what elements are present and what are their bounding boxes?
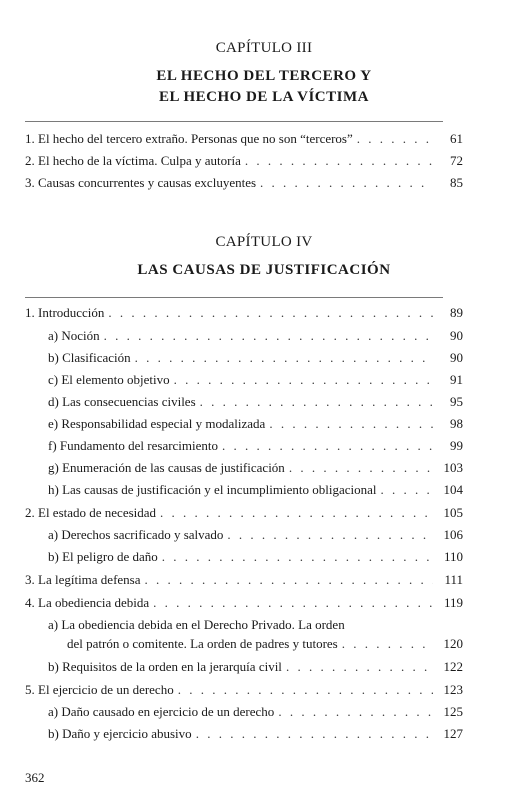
toc-entry-text-line-1: a) La obediencia debida en el Derecho Privado. La orden <box>48 617 345 632</box>
dot-leader <box>342 634 433 653</box>
toc-subentry[interactable] <box>48 436 463 456</box>
toc-subentry[interactable] <box>48 724 463 744</box>
toc-page-number: 123 <box>443 682 463 697</box>
dot-leader <box>178 680 433 700</box>
toc-entry-text: a) Noción <box>48 328 100 343</box>
toc-subentry[interactable] <box>48 657 463 677</box>
dot-leader <box>286 657 433 677</box>
toc-entry[interactable] <box>25 593 463 613</box>
chapter-3-title-line-1: EL HECHO DEL TERCERO Y <box>156 68 372 84</box>
dot-leader <box>196 724 433 744</box>
toc-subentry[interactable] <box>48 370 463 390</box>
toc-page-number: 89 <box>450 305 463 320</box>
toc-entry-text: b) El peligro de daño <box>48 549 158 564</box>
dot-leader <box>381 480 433 500</box>
chapter-4-rule <box>25 297 443 298</box>
toc-page-number: 110 <box>443 549 463 564</box>
dot-leader <box>357 129 433 149</box>
toc-entry[interactable] <box>25 503 463 523</box>
dot-leader <box>269 414 433 434</box>
toc-page-number: 90 <box>450 350 463 365</box>
toc-subentry[interactable] <box>48 392 463 412</box>
toc-entry-text: 1. El hecho del tercero extraño. Personas que no son “terceros” <box>25 131 353 146</box>
toc-subentry[interactable] <box>48 326 463 346</box>
page-number: 362 <box>25 770 45 785</box>
toc-page-number: 98 <box>450 416 463 431</box>
toc-subentry[interactable] <box>48 547 463 567</box>
toc-page-number: 91 <box>450 372 463 387</box>
toc-page-number: 103 <box>443 460 463 475</box>
toc-entry-text: b) Daño y ejercicio abusivo <box>48 726 192 741</box>
toc-entry-text: 2. El hecho de la víctima. Culpa y autoría <box>25 153 241 168</box>
toc-page-number: 104 <box>443 482 463 497</box>
toc-page-number: 127 <box>443 726 463 741</box>
dot-leader <box>135 348 433 368</box>
dot-leader <box>160 503 433 523</box>
dot-leader <box>222 436 433 456</box>
toc-page-number: 119 <box>443 595 463 610</box>
toc-entry[interactable] <box>25 570 463 590</box>
chapter-3-title-line-2: EL HECHO DE LA VÍCTIMA <box>159 89 369 105</box>
toc-entry-text: g) Enumeración de las causas de justificación <box>48 460 285 475</box>
toc-subentry[interactable] <box>48 414 463 434</box>
toc-page-number: 122 <box>443 659 463 674</box>
dot-leader <box>174 370 433 390</box>
chapter-3-rule <box>25 121 443 122</box>
toc-page-number: 120 <box>443 636 463 651</box>
toc-page-number: 90 <box>450 328 463 343</box>
toc-page-number: 99 <box>450 438 463 453</box>
dot-leader <box>104 326 433 346</box>
dot-leader <box>245 151 433 171</box>
toc-entry-text-line-2: del patrón o comitente. La orden de padres y tutores <box>67 636 338 651</box>
toc-subentry-multiline[interactable] <box>48 615 463 653</box>
toc-entry-text: e) Responsabilidad especial y modalizada <box>48 416 266 431</box>
toc-entry-text: f) Fundamento del resarcimiento <box>48 438 219 453</box>
toc-entry-text: 5. El ejercicio de un derecho <box>25 682 174 697</box>
dot-leader <box>162 547 433 567</box>
toc-entry-text: 2. El estado de necesidad <box>25 505 157 520</box>
chapter-4-title-line-1: LAS CAUSAS DE JUSTIFICACIÓN <box>137 262 391 278</box>
toc-entry[interactable] <box>25 173 463 193</box>
toc-entry-text: a) Daño causado en ejercicio de un derecho <box>48 704 275 719</box>
dot-leader <box>278 702 433 722</box>
chapter-3-title <box>0 66 528 108</box>
dot-leader <box>227 525 433 545</box>
toc-entry-text: 4. La obediencia debida <box>25 595 150 610</box>
dot-leader <box>200 392 433 412</box>
toc-entry-text: d) Las consecuencias civiles <box>48 394 196 409</box>
toc-subentry[interactable] <box>48 348 463 368</box>
toc-page-number: 111 <box>444 572 463 587</box>
toc-entry-text: c) El elemento objetivo <box>48 372 170 387</box>
toc-entry[interactable] <box>25 129 463 149</box>
toc-entry-text: 1. Introducción <box>25 305 105 320</box>
toc-page-number: 61 <box>450 131 463 146</box>
chapter-4-title <box>0 260 528 281</box>
toc-subentry[interactable] <box>48 458 463 478</box>
dot-leader <box>260 173 433 193</box>
dot-leader <box>145 570 433 590</box>
toc-entry[interactable] <box>25 680 463 700</box>
toc-page-number: 125 <box>443 704 463 719</box>
toc-entry-text: 3. Causas concurrentes y causas excluyentes <box>25 175 257 190</box>
toc-entry-text: h) Las causas de justificación y el incumplimiento obligacional <box>48 482 377 497</box>
dot-leader <box>108 303 433 323</box>
toc-entry-text: b) Clasificación <box>48 350 131 365</box>
toc-subentry[interactable] <box>48 702 463 722</box>
toc-entry[interactable] <box>25 303 463 323</box>
toc-page-number: 106 <box>443 527 463 542</box>
toc-subentry[interactable] <box>48 480 463 500</box>
chapter-4-label: CAPÍTULO IV <box>215 234 313 250</box>
toc-page-number: 95 <box>450 394 463 409</box>
toc-entry-text: b) Requisitos de la orden en la jerarquía civil <box>48 659 282 674</box>
chapter-3-label: CAPÍTULO III <box>215 40 313 56</box>
toc-entry-text: 3. La legítima defensa <box>25 572 141 587</box>
toc-entry[interactable] <box>25 151 463 171</box>
toc-entry-text: a) Derechos sacrificado y salvado <box>48 527 224 542</box>
toc-subentry[interactable] <box>48 525 463 545</box>
toc-page-number: 105 <box>443 505 463 520</box>
dot-leader <box>153 593 433 613</box>
toc-page-number: 85 <box>450 175 463 190</box>
toc-page-number: 72 <box>450 153 463 168</box>
dot-leader <box>289 458 433 478</box>
